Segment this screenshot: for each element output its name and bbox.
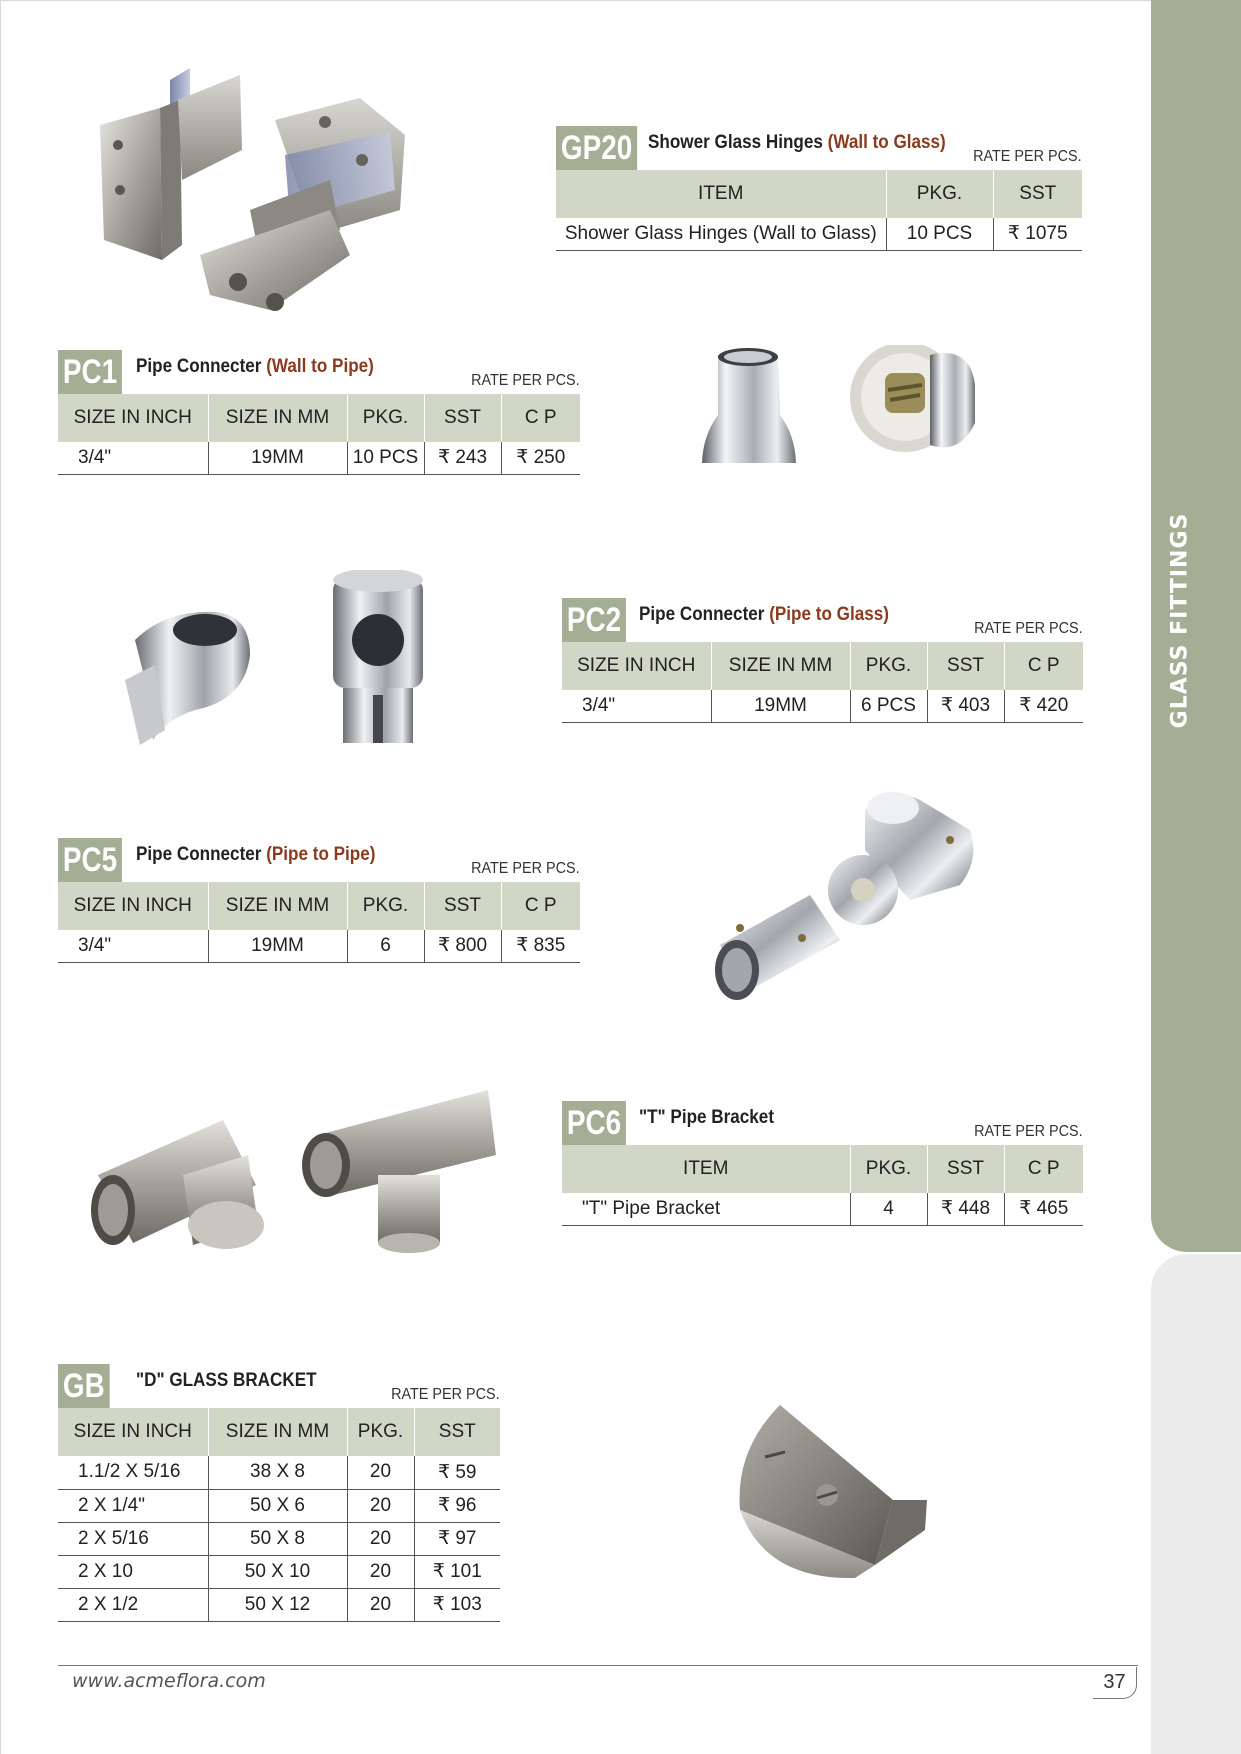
cell: ₹ 59 [414,1456,500,1489]
cell: "T" Pipe Bracket [562,1193,850,1225]
col-header: SIZE IN INCH [58,882,208,930]
cell: 50 X 8 [208,1522,347,1555]
price-table [58,1408,500,1622]
product-title [639,1107,774,1129]
rate-label: RATE PER PCS. [974,620,1083,637]
col-header: PKG. [886,170,993,218]
cell: 19MM [711,690,850,722]
section-tab-lower [1151,1254,1241,1754]
rate-label: RATE PER PCS. [973,148,1082,165]
col-header: SST [927,1145,1004,1193]
wall-pipe-connector-image [700,345,1000,480]
cell: ₹ 800 [424,930,501,962]
pipe-glass-connector-image [125,570,435,750]
col-header: SIZE IN INCH [562,642,711,690]
cell: ₹ 101 [414,1555,500,1588]
title-sub: (Wall to Pipe) [266,356,374,377]
cell: 20 [347,1588,414,1621]
table-header [58,882,580,930]
title-sub: (Wall to Glass) [827,132,946,153]
pipe-pipe-connector-image [715,790,975,1005]
price-table [562,1145,1083,1226]
col-header: SST [414,1408,500,1456]
title-main: "T" Pipe Bracket [639,1107,775,1128]
table-row [58,930,580,962]
title-sub: (Pipe to Glass) [769,604,889,625]
title-main: Pipe Connecter [136,844,262,865]
cell: ₹ 103 [414,1588,500,1621]
product-title [639,604,889,626]
section-label-text: GLASS FITTINGS [1167,512,1193,728]
table-row [58,1456,500,1489]
table-row [58,1555,500,1588]
cell: 20 [347,1489,414,1522]
cell: ₹ 465 [1004,1193,1083,1225]
cell: ₹ 403 [927,690,1004,722]
col-header: C P [501,394,580,442]
price-table [562,642,1083,723]
table-row [58,442,580,474]
table-header [58,394,580,442]
cell: 3/4" [562,690,711,722]
cell: ₹ 243 [424,442,501,474]
col-header: SST [424,882,501,930]
col-header: SST [927,642,1004,690]
title-main: Pipe Connecter [639,604,765,625]
table-row [58,1522,500,1555]
cell: 50 X 10 [208,1555,347,1588]
t-pipe-bracket-image [88,1085,508,1265]
cell: 20 [347,1555,414,1588]
cell: 50 X 12 [208,1588,347,1621]
cell: ₹ 96 [414,1489,500,1522]
product-pc6 [562,1099,1083,1226]
col-header: SIZE IN MM [208,394,347,442]
table-header [58,1408,500,1456]
cell: 19MM [208,442,347,474]
product-code: PC2 [562,598,626,642]
col-header: PKG. [850,1145,927,1193]
table-row [556,218,1082,250]
title-main: Pipe Connecter [136,356,262,377]
cell: ₹ 420 [1004,690,1083,722]
product-title [136,356,374,378]
product-gb [58,1362,500,1622]
col-header: SIZE IN MM [208,882,347,930]
title-sub: (Pipe to Pipe) [266,844,376,865]
col-header: SIZE IN MM [208,1408,347,1456]
cell: ₹ 97 [414,1522,500,1555]
product-code: PC1 [58,350,122,394]
cell: 1.1/2 X 5/16 [58,1456,208,1489]
title-main: "D" GLASS BRACKET [136,1370,317,1391]
product-code: GP20 [556,126,637,170]
col-header: PKG. [347,882,424,930]
rate-label: RATE PER PCS. [471,860,580,877]
hinge-image [100,60,480,320]
col-header: PKG. [347,394,424,442]
cell: 4 [850,1193,927,1225]
price-table [556,170,1082,251]
cell: 2 X 1/2 [58,1588,208,1621]
cell: 3/4" [58,930,208,962]
table-header [562,642,1083,690]
cell: 2 X 10 [58,1555,208,1588]
product-gp20 [556,124,1082,251]
product-pc2 [562,596,1083,723]
table-row [58,1489,500,1522]
cell: 38 X 8 [208,1456,347,1489]
cell: 3/4" [58,442,208,474]
col-header: C P [501,882,580,930]
page-number: 37 [1093,1667,1137,1699]
rate-label: RATE PER PCS. [391,1386,500,1403]
col-header: PKG. [347,1408,414,1456]
footer-url: www.acmeflora.com [72,1670,266,1692]
table-row [562,1193,1083,1225]
col-header: SST [993,170,1082,218]
product-title [648,132,946,154]
cell: 19MM [208,930,347,962]
title-main: Shower Glass Hinges [648,132,823,153]
col-header: ITEM [556,170,886,218]
col-header: SIZE IN INCH [58,1408,208,1456]
col-header: ITEM [562,1145,850,1193]
cell: 6 [347,930,424,962]
footer-rule [58,1665,1138,1666]
section-label [1150,512,1210,728]
cell: 2 X 5/16 [58,1522,208,1555]
product-title [136,1370,317,1392]
table-row [58,1588,500,1621]
cell: 20 [347,1456,414,1489]
cell: ₹ 448 [927,1193,1004,1225]
col-header: SST [424,394,501,442]
col-header: C P [1004,1145,1083,1193]
cell: ₹ 1075 [993,218,1082,250]
product-pc5 [58,836,580,963]
cell: 20 [347,1522,414,1555]
product-code: PC6 [562,1101,626,1145]
d-glass-bracket-image [735,1400,935,1585]
cell: ₹ 250 [501,442,580,474]
product-pc1 [58,348,580,475]
table-row [562,690,1083,722]
cell: ₹ 835 [501,930,580,962]
price-table [58,882,580,963]
col-header: SIZE IN INCH [58,394,208,442]
cell: 2 X 1/4" [58,1489,208,1522]
cell: Shower Glass Hinges (Wall to Glass) [556,218,886,250]
product-code: PC5 [58,838,122,882]
cell: 10 PCS [347,442,424,474]
cell: 6 PCS [850,690,927,722]
rate-label: RATE PER PCS. [974,1123,1083,1140]
product-code: GB [58,1364,110,1408]
rate-label: RATE PER PCS. [471,372,580,389]
price-table [58,394,580,475]
col-header: C P [1004,642,1083,690]
table-header [562,1145,1083,1193]
cell: 10 PCS [886,218,993,250]
cell: 50 X 6 [208,1489,347,1522]
product-title [136,844,375,866]
table-header [556,170,1082,218]
col-header: SIZE IN MM [711,642,850,690]
col-header: PKG. [850,642,927,690]
